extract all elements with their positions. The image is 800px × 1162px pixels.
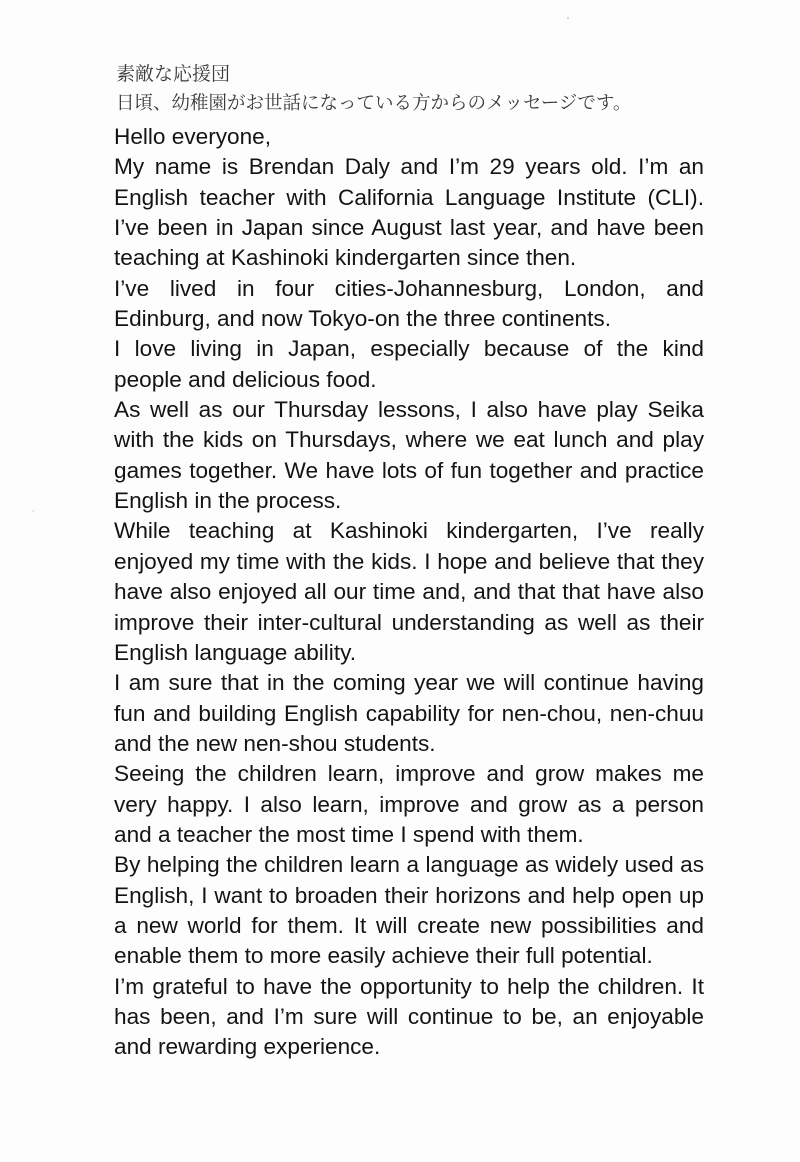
letter-paragraph: I’m grateful to have the opportunity to help the children. It has been, and I’m sure will continue to be, an enjoyable and rewarding experience.: [114, 973, 704, 1060]
letter-paragraph: By helping the children learn a language as widely used as English, I want to broaden their horizons and help open up a new world for them. It will create new possibilities and enable them to more easily achieve their full potential.: [114, 852, 704, 969]
japanese-subtitle: 日頃、幼稚園がお世話になっている方からのメッセージです。: [116, 93, 632, 114]
letter-greeting: Hello everyone,: [114, 124, 271, 149]
letter-paragraph: My name is Brendan Daly and I’m 29 years old. I’m an English teacher with California Language Institute (CLI). I’ve been in Japan since August last year, and have been teaching at Kashinoki kindergarten since then.: [114, 154, 704, 271]
letter-body: [114, 122, 704, 1063]
scan-speck: [32, 510, 34, 512]
letter-paragraph: I am sure that in the coming year we will continue having fun and building English capability for nen-chou, nen-chuu and the new nen-shou students.: [114, 670, 704, 756]
scan-speck: [567, 17, 569, 19]
letter-paragraph: I’ve lived in four cities-Johannesburg, London, and Edinburg, and now Tokyo-on the three continents.: [114, 275, 704, 332]
letter-paragraph: As well as our Thursday lessons, I also have play Seika with the kids on Thursdays, where we eat lunch and play games together. We have lots of fun together and practice English in the process.: [114, 397, 704, 514]
letter-paragraph: While teaching at Kashinoki kindergarten, I’ve really enjoyed my time with the kids. I hope and believe that they have also enjoyed all our time and, and that that have also improve their inter-cultural understanding as well as their English language ability.: [114, 518, 704, 665]
letter-paragraph: I love living in Japan, especially because of the kind people and delicious food.: [114, 336, 704, 392]
japanese-title: 素敵な応援団: [116, 63, 231, 85]
letter-paragraph: Seeing the children learn, improve and grow makes me very happy. I also learn, improve and grow as a person and a teacher the most time I spend with them.: [114, 761, 704, 847]
